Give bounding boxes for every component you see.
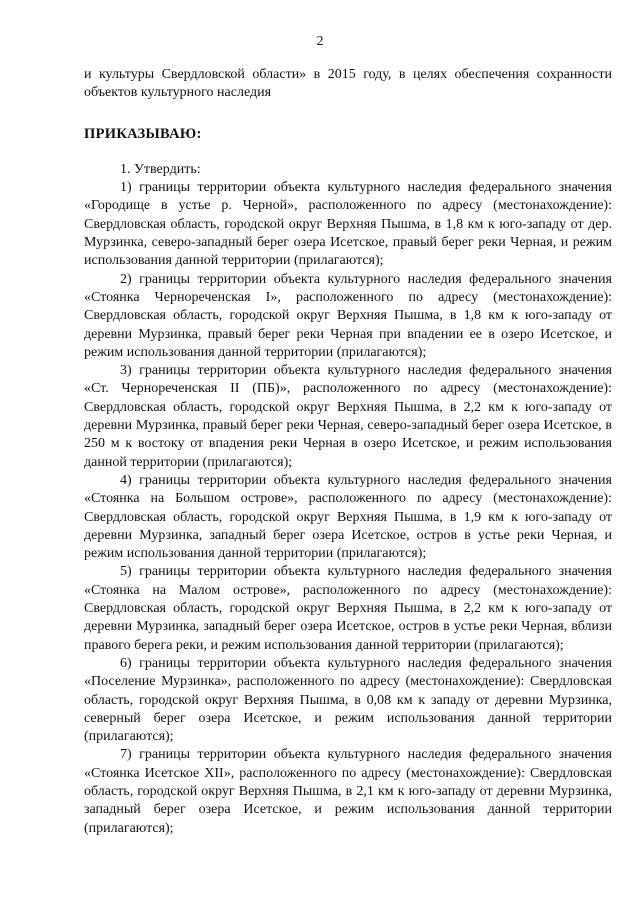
order-heading: ПРИКАЗЫВАЮ:	[84, 125, 202, 142]
item-1-label: 1. Утвердить:	[120, 161, 201, 177]
intro-paragraph: и культуры Свердловской области» в 2015 году, в целях обеспечения сохранности объектов культурного наследия	[84, 67, 612, 101]
subitem-2: 2) границы территории объекта культурного наследия федерального значения «Стоянка Чернореченская I», расположенного по адресу (местонахождение): Свердловская область, городской округ Верхняя Пышма, в 1,8 км к юго-западу от деревни Мурзинка, правый берег реки Черная при впадении ее в озеро Исетское, и режим использования данной территории (прилагаются);	[84, 271, 612, 360]
subitem-1: 1) границы территории объекта культурного наследия федерального значения «Городище в устье р. Черной», расположенного по адресу (местонахождение): Свердловская область, городской округ Верхняя Пышма, в 1,8 км к юго-западу от дер. Мурзинка, северо-западный берег озера Исетское, правый берег реки Черная, и режим использования данной территории (прилагаются);	[84, 180, 612, 269]
subitem-6: 6) границы территории объекта культурного наследия федерального значения «Поселение Мурзинка», расположенного по адресу (местонахождение): Свердловская область, городской округ Верхняя Пышма, в 0,08 км к западу от деревни Мурзинка, северный берег озера Исетское, и режим использования данной территории (прилагаются);	[84, 655, 612, 745]
subitem-5: 5) границы территории объекта культурного наследия федерального значения «Стоянка на Малом острове», расположенного по адресу (местонахождение): Свердловская область, городской округ Верхняя Пышма, в 2,2 км к юго-западу от деревни Мурзинка, западный берег озера Исетское, остров в устье реки Черная, вблизи правого берега реки, и режим использования данной территории (прилагаются);	[84, 564, 612, 653]
subitem-7: 7) границы территории объекта культурного наследия федерального значения «Стоянка Исетское XII», расположенного по адресу (местонахождение): Свердловская область, городской округ Верхняя Пышма, в 2,1 км к юго-западу от деревни Мурзинка, западный берег озера Исетское, и режим использования данной территории (прилагаются);	[84, 747, 612, 836]
page-number: 2	[316, 34, 324, 49]
subitem-4: 4) границы территории объекта культурного наследия федерального значения «Стоянка на Большом острове», расположенного по адресу (местонахождение): Свердловская область, городской округ Верхняя Пышма, в 1,9 км к юго-западу от деревни Мурзинка, западный берег озера Исетское, остров в устье реки Черная, и режим использования данной территории (прилагаются);	[84, 472, 612, 562]
document-body	[84, 66, 612, 838]
subitem-3: 3) границы территории объекта культурного наследия федерального значения «Ст. Чернореченская II (ПБ)», расположенного по адресу (местонахождение): Свердловская область, городской округ Верхняя Пышма, в 2,2 км к юго-западу от деревни Мурзинка, правый берег реки Черная, северо-западный берег озера Исетское, в 250 м к востоку от впадения реки Черная в озеро Исетское, и режим использования данной территории (прилагаются);	[84, 363, 612, 470]
